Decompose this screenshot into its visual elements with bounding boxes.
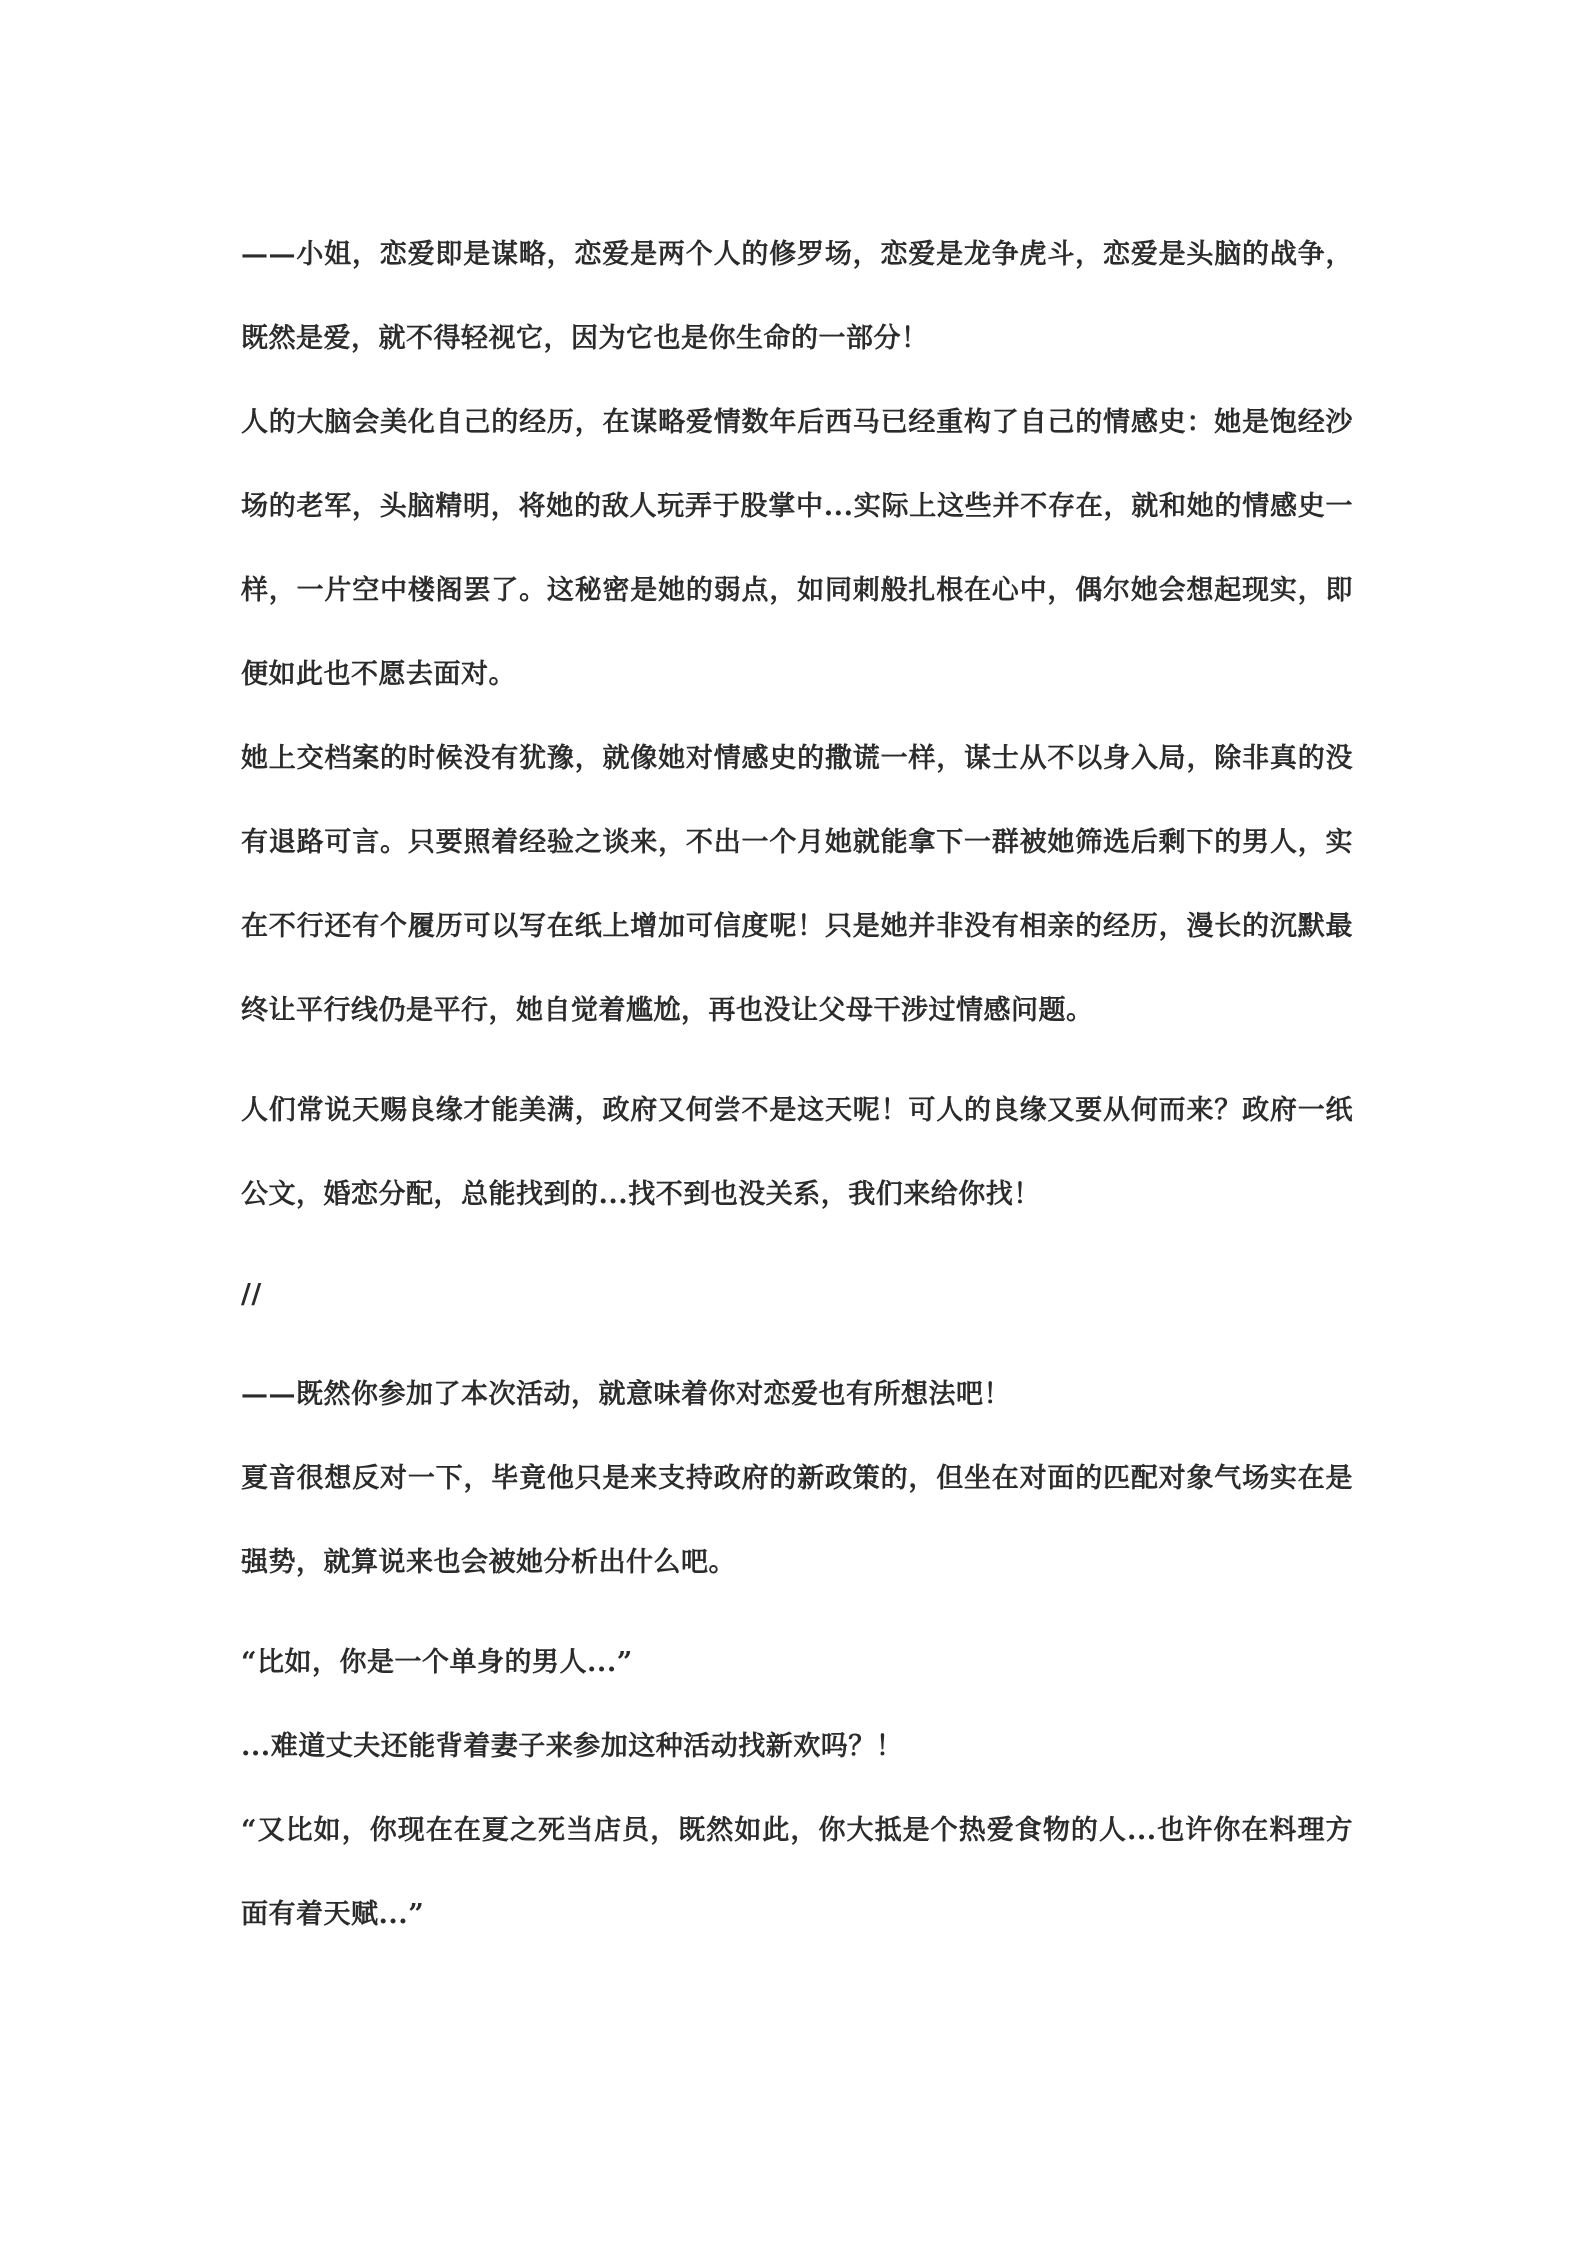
paragraph-9: “又比如，你现在在夏之死当店员，既然如此，你大抵是个热爱食物的人...也许你在料理方面有着天赋...” xyxy=(241,1815,1353,1930)
paragraph-3: 她上交档案的时候没有犹豫，就像她对情感史的撒谎一样，谋士从不以身入局，除非真的没有退路可言。只要照着经验之谈来，不出一个月她就能拿下一群被她筛选后剩下的男人，实在不行还有个履历可以写在纸上增加可信度呢！只是她并非没有相亲的经历，漫长的沉默最终让平行线仍是平行，她自觉着尴尬，再也没让父母干涉过情感问题。 xyxy=(241,743,1353,1026)
spacer xyxy=(241,1053,1353,1069)
document-body xyxy=(241,213,1353,1957)
spacer xyxy=(241,1605,1353,1621)
paragraph-2: 人的大脑会美化自己的经历，在谋略爱情数年后西马已经重构了自己的情感史：她是饱经沙场的老军，头脑精明，将她的敌人玩弄于股掌中...实际上这些并不存在，就和她的情感史一样，一片空中楼阁罢了。这秘密是她的弱点，如同刺般扎根在心中，偶尔她会想起现实，即便如此也不愿去面对。 xyxy=(241,407,1353,690)
paragraph-5: ——既然你参加了本次活动，就意味着你对恋爱也有所想法吧！ xyxy=(241,1379,1011,1410)
paragraph-1: ——小姐，恋爱即是谋略，恋爱是两个人的修罗场，恋爱是龙争虎斗，恋爱是头脑的战争，既然是爱，就不得轻视它，因为它也是你生命的一部分！ xyxy=(241,239,1353,354)
section-separator: // xyxy=(241,1279,262,1310)
paragraph-4: 人们常说天赐良缘才能美满，政府又何尝不是这天呢！可人的良缘又要从何而来？政府一纸公文，婚恋分配，总能找到的...找不到也没关系，我们来给你找！ xyxy=(241,1095,1353,1210)
paragraph-6: 夏音很想反对一下，毕竟他只是来支持政府的新政策的，但坐在对面的匹配对象气场实在是强势，就算说来也会被她分析出什么吧。 xyxy=(241,1463,1353,1578)
paragraph-8: ...难道丈夫还能背着妻子来参加这种活动找新欢吗？！ xyxy=(241,1731,904,1762)
spacer xyxy=(241,1237,1353,1253)
spacer xyxy=(241,1337,1353,1353)
paragraph-7: “比如，你是一个单身的男人...” xyxy=(241,1647,633,1678)
